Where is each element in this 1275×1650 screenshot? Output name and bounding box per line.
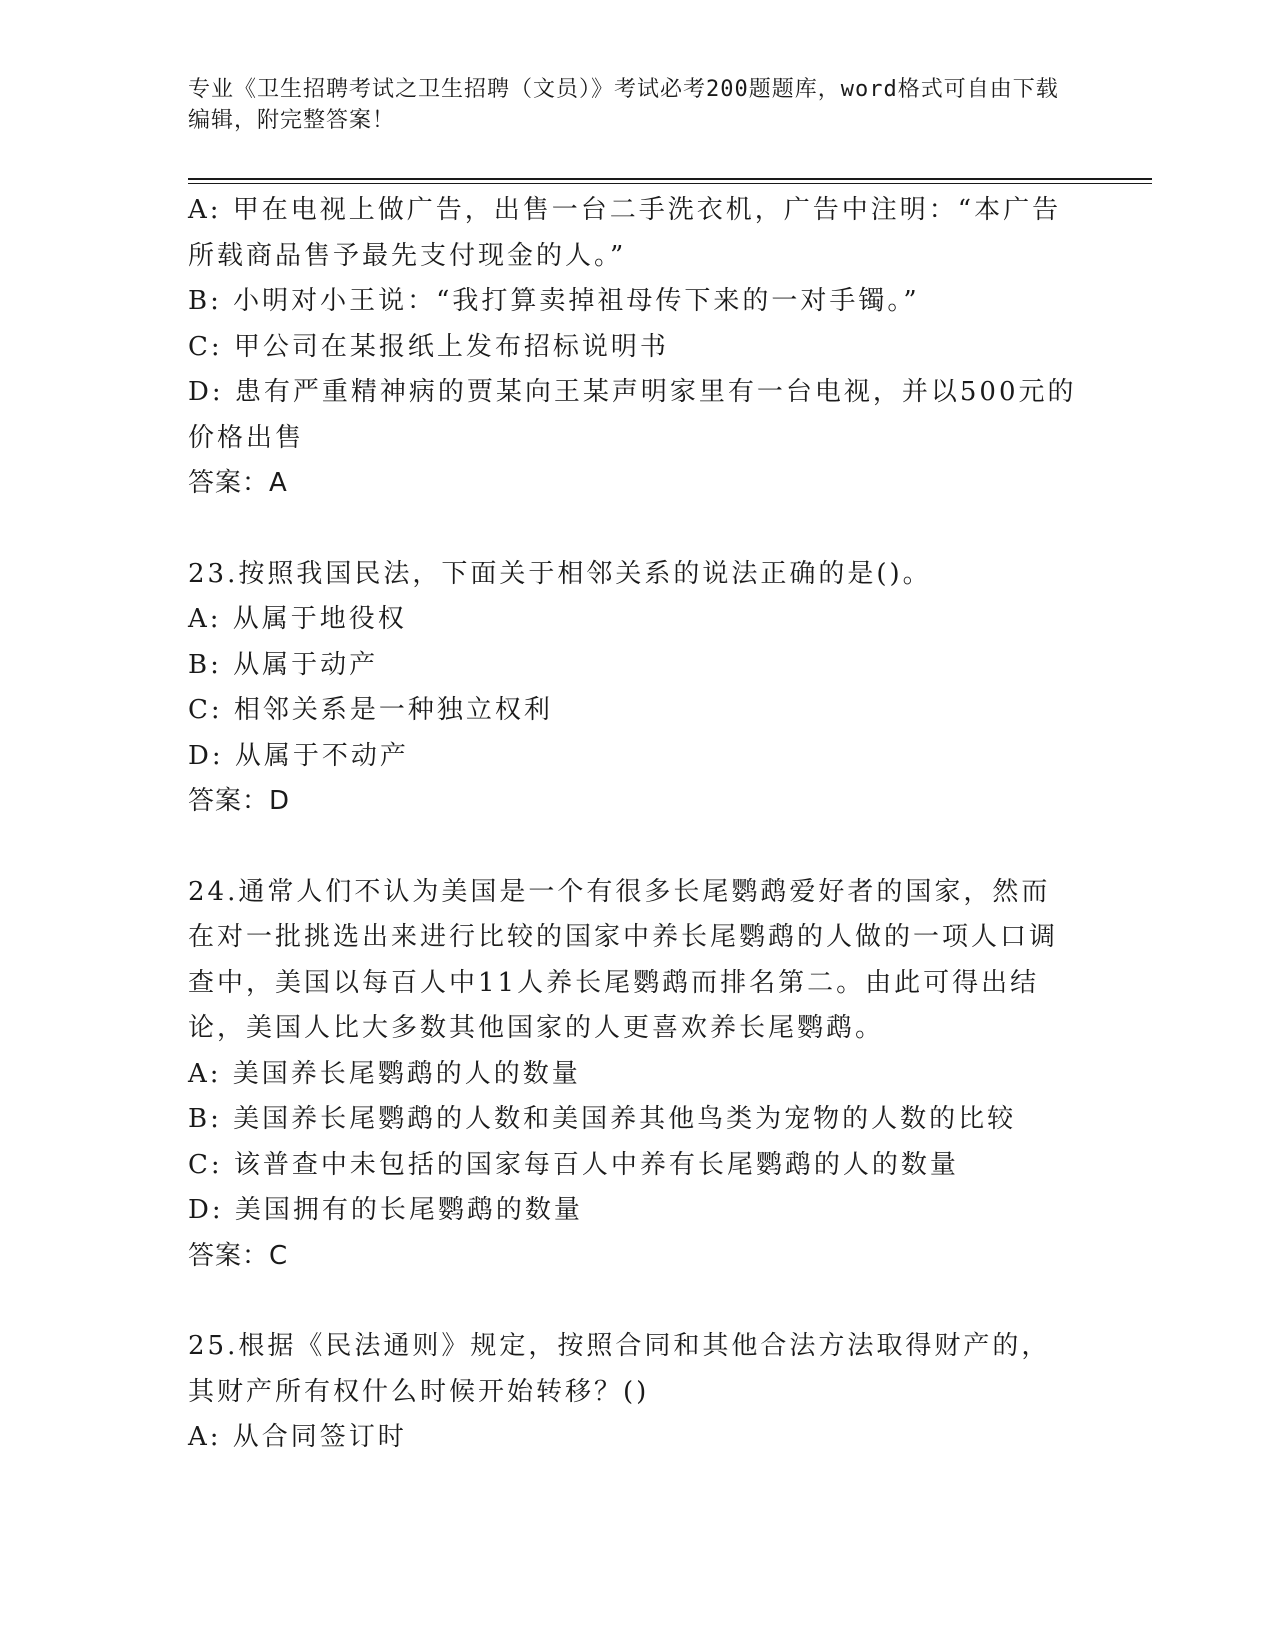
question-25 <box>188 1324 1078 1461</box>
answer-line: 答案：A <box>188 468 288 498</box>
question-stem: 24.通常人们不认为美国是一个有很多长尾鹦鹉爱好者的国家，然而在对一批挑选出来进行比较的国家中养长尾鹦鹉的人做的一项人口调查中，美国以每百人中11人养长尾鹦鹉而排名第二。由此可得出结论，美国人比大多数其他国家的人更喜欢养长尾鹦鹉。 <box>188 876 1059 1043</box>
option-a: A: 从属于地役权 <box>188 604 407 634</box>
header-divider-thick <box>188 178 1152 180</box>
option-a: A: 甲在电视上做广告，出售一台二手洗衣机，广告中注明：“本广告所载商品售予最先支付现金的人。” <box>188 195 1062 271</box>
answer-line: 答案：D <box>188 786 291 816</box>
option-c: C: 该普查中未包括的国家每百人中养有长尾鹦鹉的人的数量 <box>188 1149 959 1180</box>
option-d: D: 从属于不动产 <box>188 740 409 771</box>
answer-line: 答案：C <box>188 1240 289 1271</box>
question-24 <box>188 870 1078 1280</box>
document-header: 专业《卫生招聘考试之卫生招聘（文员）》考试必考200题题库，word格式可自由下载编辑，附完整答案！ <box>188 77 1059 133</box>
question-stem: 25.根据《民法通则》规定，按照合同和其他合法方法取得财产的，其财产所有权什么时候开始转移？() <box>188 1331 1051 1407</box>
header-divider-thin <box>188 183 1152 184</box>
option-b: B: 从属于动产 <box>188 649 379 680</box>
option-b: B: 美国养长尾鹦鹉的人数和美国养其他鸟类为宠物的人数的比较 <box>188 1104 1017 1134</box>
option-a: A: 从合同签订时 <box>188 1422 407 1452</box>
option-c: C: 甲公司在某报纸上发布招标说明书 <box>188 331 669 362</box>
question-22-continued <box>188 188 1078 507</box>
question-stem: 23.按照我国民法，下面关于相邻关系的说法正确的是()。 <box>188 558 932 589</box>
option-d: D: 患有严重精神病的贾某向王某声明家里有一台电视，并以500元的价格出售 <box>188 377 1077 453</box>
document-body <box>188 188 1078 1461</box>
option-b: B: 小明对小王说：“我打算卖掉祖母传下来的一对手镯。” <box>188 286 920 316</box>
question-23 <box>188 552 1078 825</box>
option-a: A: 美国养长尾鹦鹉的人的数量 <box>188 1058 581 1089</box>
option-d: D: 美国拥有的长尾鹦鹉的数量 <box>188 1195 583 1225</box>
option-c: C: 相邻关系是一种独立权利 <box>188 695 553 725</box>
